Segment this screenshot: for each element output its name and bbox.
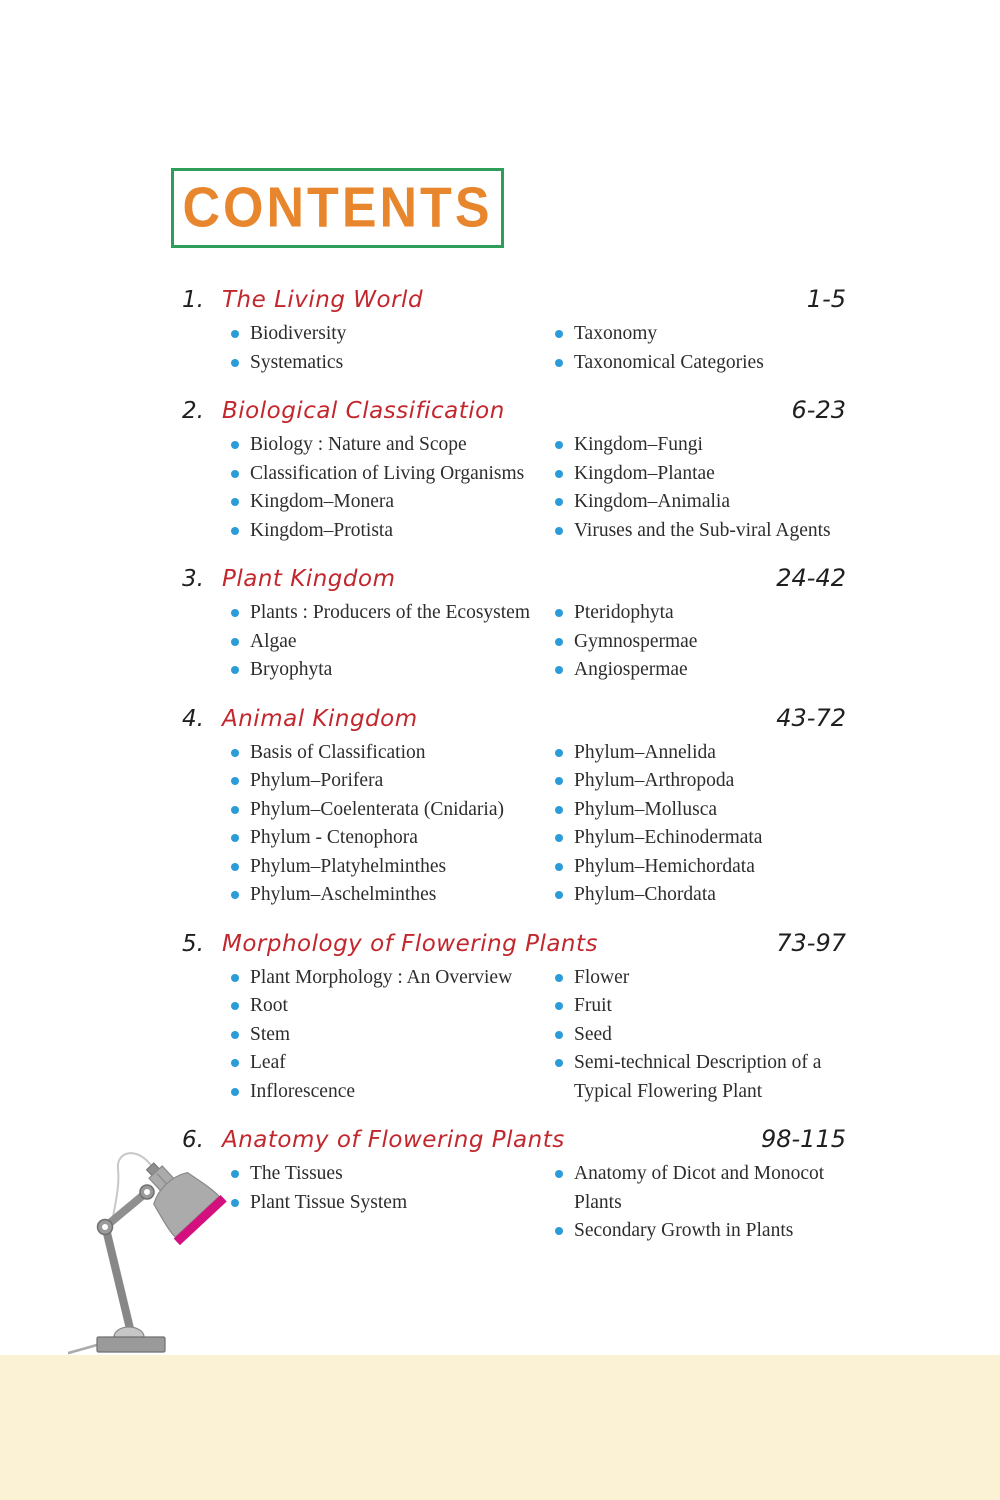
toc-topic-label: Bryophyta <box>250 659 333 680</box>
chapter-page-range: 6-23 <box>791 396 846 424</box>
toc-topic-label: The Tissues <box>250 1163 343 1184</box>
topics-right-column <box>555 320 846 377</box>
toc-topic-label: Leaf <box>250 1052 286 1073</box>
toc-topic-label: Phylum–Chordata <box>574 884 716 905</box>
bullet-icon <box>555 777 563 785</box>
toc-topic <box>231 1078 555 1107</box>
chapter-title: Plant Kingdom <box>222 566 396 592</box>
toc-topic-label: Biology : Nature and Scope <box>250 434 467 455</box>
toc-topic <box>555 517 846 546</box>
toc-topic <box>555 628 846 657</box>
toc-topic-label: Phylum–Mollusca <box>574 798 718 820</box>
toc-chapter <box>182 701 846 910</box>
toc-topic-label: Viruses and the Sub-viral Agents <box>574 519 831 541</box>
toc-topic <box>231 628 555 657</box>
toc-topic <box>555 992 846 1021</box>
chapter-topics <box>231 320 846 377</box>
toc-topic-label: Root <box>250 995 288 1016</box>
toc-topic <box>555 1049 846 1106</box>
toc-topic <box>231 824 555 853</box>
toc-topic-label: Seed <box>574 1023 612 1045</box>
toc-topic <box>231 656 555 685</box>
bullet-icon <box>231 1088 239 1096</box>
bullet-icon <box>555 749 563 757</box>
bullet-icon <box>231 749 239 757</box>
toc-topic-label: Taxonomy <box>574 323 658 344</box>
bullet-icon <box>231 1059 239 1067</box>
toc-topic <box>231 881 555 910</box>
topics-left-column <box>231 431 555 545</box>
desk-lamp-illustration <box>68 1145 318 1360</box>
bullet-icon <box>555 806 563 814</box>
toc-topic-label: Fruit <box>574 995 612 1016</box>
toc-topic <box>231 964 555 993</box>
bullet-icon <box>231 330 239 338</box>
toc-chapter <box>182 393 846 545</box>
toc-topic-label: Basis of Classification <box>250 741 426 763</box>
bullet-icon <box>555 834 563 842</box>
toc-topic-label: Phylum–Echinodermata <box>574 827 763 848</box>
bullet-icon <box>231 527 239 535</box>
toc-topic-label: Pteridophyta <box>574 602 674 623</box>
toc-topic-label: Kingdom–Protista <box>250 519 394 541</box>
chapter-title: Animal Kingdom <box>222 705 418 732</box>
toc-list <box>182 282 846 1246</box>
toc-topic-label: Biodiversity <box>250 323 347 344</box>
chapter-page-range: 73-97 <box>776 928 846 957</box>
bullet-icon <box>555 1031 563 1039</box>
toc-topic <box>231 853 555 882</box>
toc-topic <box>231 460 555 489</box>
toc-topic <box>231 739 555 768</box>
toc-topic <box>231 1021 555 1050</box>
bullet-icon <box>231 863 239 871</box>
bullet-icon <box>231 638 239 646</box>
topics-right-column <box>555 599 846 685</box>
toc-topic-label: Secondary Growth in Plants <box>574 1220 794 1241</box>
toc-topic <box>555 767 846 796</box>
toc-topic <box>231 517 555 546</box>
toc-topic <box>555 964 846 993</box>
toc-topic <box>555 460 846 489</box>
toc-topic-label: Phylum–Porifera <box>250 770 384 791</box>
bullet-icon <box>555 441 563 449</box>
toc-topic-label: Kingdom–Plantae <box>574 462 715 484</box>
toc-topic <box>555 599 846 628</box>
toc-topic-label: Anatomy of Dicot and Monocot Plants <box>574 1163 825 1213</box>
bullet-icon <box>231 891 239 899</box>
chapter-heading <box>182 393 846 428</box>
toc-topic-label: Kingdom–Monera <box>250 491 395 512</box>
toc-topic-label: Phylum - Ctenophora <box>250 827 418 848</box>
chapter-title: Biological Classification <box>222 398 505 424</box>
bullet-icon <box>555 638 563 646</box>
topics-right-column <box>555 739 846 910</box>
topics-left-column <box>231 739 555 910</box>
bullet-icon <box>231 806 239 814</box>
topics-left-column <box>231 599 555 685</box>
page-title: CONTENTS <box>182 176 493 240</box>
toc-topic-label: Systematics <box>250 351 344 373</box>
toc-topic-label: Kingdom–Animalia <box>574 491 730 512</box>
chapter-number: 6. <box>182 1127 204 1153</box>
topics-left-column <box>231 964 555 1107</box>
chapter-number: 2. <box>182 398 204 424</box>
toc-topic-label: Phylum–Platyhelminthes <box>250 855 447 877</box>
bullet-icon <box>555 330 563 338</box>
chapter-heading <box>182 561 846 596</box>
lamp-cord <box>68 1344 100 1355</box>
bullet-icon <box>555 470 563 478</box>
bullet-icon <box>555 863 563 871</box>
chapter-topics <box>231 739 846 910</box>
toc-topic-label: Flower <box>574 966 630 988</box>
toc-topic-label: Angiospermae <box>574 659 688 680</box>
toc-topic <box>555 824 846 853</box>
toc-topic-label: Taxonomical Categories <box>574 351 764 373</box>
toc-topic <box>231 599 555 628</box>
topics-right-column <box>555 1160 846 1246</box>
bullet-icon <box>555 1059 563 1067</box>
toc-topic <box>231 767 555 796</box>
toc-topic-label: Plant Morphology : An Overview <box>250 966 513 988</box>
chapter-number: 5. <box>182 930 204 957</box>
chapter-topics <box>231 431 846 545</box>
bullet-icon <box>555 1227 563 1235</box>
bullet-icon <box>231 1031 239 1039</box>
toc-topic-label: Plants : Producers of the Ecosystem <box>250 602 530 623</box>
chapter-title: The Living World <box>222 287 424 313</box>
toc-topic <box>555 320 846 349</box>
chapter-topics <box>231 599 846 685</box>
toc-topic-label: Phylum–Aschelminthes <box>250 884 437 905</box>
bullet-icon <box>555 498 563 506</box>
bullet-icon <box>231 834 239 842</box>
toc-topic <box>555 1021 846 1050</box>
topics-right-column <box>555 964 846 1107</box>
toc-topic-label: Gymnospermae <box>574 630 698 652</box>
toc-topic-label: Classification of Living Organisms <box>250 462 525 484</box>
toc-topic <box>555 796 846 825</box>
toc-topic <box>555 739 846 768</box>
bullet-icon <box>555 891 563 899</box>
toc-topic <box>231 488 555 517</box>
toc-topic <box>555 431 846 460</box>
bullet-icon <box>231 777 239 785</box>
chapter-page-range: 43-72 <box>776 703 846 732</box>
chapter-topics <box>231 1160 846 1246</box>
bottom-cream-band <box>0 1355 1000 1500</box>
toc-topic <box>555 853 846 882</box>
bullet-icon <box>231 359 239 367</box>
toc-topic-label: Phylum–Coelenterata (Cnidaria) <box>250 798 504 820</box>
chapter-title: Morphology of Flowering Plants <box>222 930 599 957</box>
bullet-icon <box>555 1170 563 1178</box>
toc-topic-label: Plant Tissue System <box>250 1191 408 1213</box>
bullet-icon <box>555 527 563 535</box>
bullet-icon <box>555 974 563 982</box>
toc-chapter <box>182 282 846 377</box>
chapter-heading <box>182 701 846 736</box>
toc-topic-label: Kingdom–Fungi <box>574 434 703 455</box>
toc-topic-label: Inflorescence <box>250 1080 356 1102</box>
bullet-icon <box>555 359 563 367</box>
bullet-icon <box>555 1002 563 1010</box>
bullet-icon <box>231 498 239 506</box>
toc-topic-label: Stem <box>250 1023 291 1045</box>
toc-topic <box>555 1217 846 1246</box>
toc-topic <box>231 349 555 378</box>
toc-topic <box>555 881 846 910</box>
toc-topic <box>555 349 846 378</box>
toc-topic <box>555 1160 846 1217</box>
bullet-icon <box>231 470 239 478</box>
chapter-number: 4. <box>182 705 204 732</box>
chapter-heading <box>182 282 846 317</box>
topics-left-column <box>231 320 555 377</box>
bullet-icon <box>231 974 239 982</box>
toc-topic <box>231 1049 555 1078</box>
chapter-topics <box>231 964 846 1107</box>
toc-topic-label: Algae <box>250 630 297 652</box>
bullet-icon <box>231 609 239 617</box>
toc-topic <box>231 320 555 349</box>
chapter-page-range: 24-42 <box>776 564 846 592</box>
toc-topic <box>231 431 555 460</box>
chapter-title: Anatomy of Flowering Plants <box>222 1127 565 1153</box>
toc-chapter <box>182 561 846 685</box>
chapter-number: 1. <box>182 287 204 313</box>
chapter-page-range: 98-115 <box>760 1125 846 1153</box>
lamp-base <box>97 1337 165 1352</box>
chapter-heading <box>182 926 846 961</box>
toc-chapter <box>182 926 846 1107</box>
toc-topic <box>231 796 555 825</box>
toc-topic-label: Semi-technical Description of a Typical Flowering Plant <box>574 1052 822 1102</box>
chapter-number: 3. <box>182 566 204 592</box>
bullet-icon <box>231 441 239 449</box>
bullet-icon <box>555 609 563 617</box>
toc-topic-label: Phylum–Arthropoda <box>574 770 735 791</box>
chapter-page-range: 1-5 <box>806 285 846 313</box>
toc-topic <box>555 656 846 685</box>
toc-topic-label: Phylum–Hemichordata <box>574 855 755 877</box>
toc-topic <box>231 992 555 1021</box>
toc-topic-label: Phylum–Annelida <box>574 741 716 763</box>
bullet-icon <box>555 666 563 674</box>
toc-topic <box>555 488 846 517</box>
bullet-icon <box>231 1002 239 1010</box>
contents-header-box <box>171 168 504 248</box>
bullet-icon <box>231 666 239 674</box>
topics-right-column <box>555 431 846 545</box>
